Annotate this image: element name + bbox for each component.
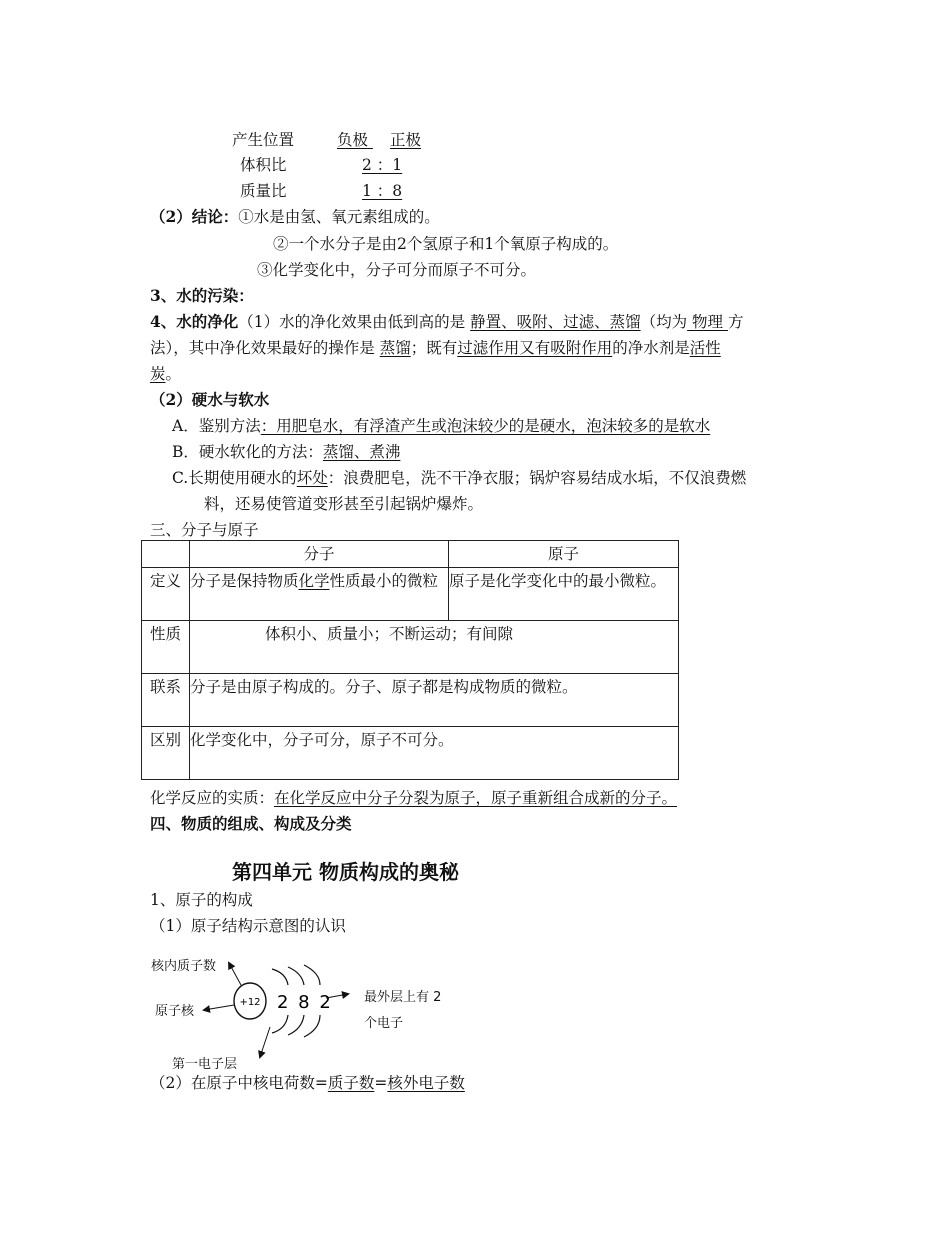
text: （1）水的净化效果由低到高的是 [238, 313, 471, 331]
activated-carbon-b: 炭 [150, 365, 166, 383]
text: 法），其中净化效果最好的操作是 [150, 339, 380, 357]
purification-type: 物理 [687, 313, 728, 331]
text: ；既有 [410, 339, 458, 357]
row-label-relation: 联系 [142, 674, 190, 727]
text: 。 [165, 365, 182, 383]
row-label-definition: 定义 [142, 568, 190, 621]
label-outer-a: 最外层上有 2 [364, 990, 442, 1005]
conclusion-item-1: ①水是由氢、氧元素组成的。 [238, 208, 440, 226]
hardwater-b [172, 440, 400, 464]
section-4-heading: 四、物质的组成、构成及分类 [150, 814, 352, 833]
section-3-heading: 三、分子与原子 [150, 521, 259, 539]
row-label: 产生位置 [232, 131, 295, 149]
shell-arc-top-1 [272, 969, 288, 985]
shell-arc-bottom-1 [272, 1015, 288, 1033]
text: C.长期使用硬水的 [172, 469, 297, 487]
electron-shells: 2 8 2 [277, 992, 333, 1013]
purification-order: 静置、吸附、过滤、蒸馏 [470, 313, 641, 331]
hardwater-heading: （2）硬水与软水 [150, 390, 270, 409]
arrow-first-shell [260, 1027, 270, 1057]
dual-effect: 过滤作用又有吸附作用 [457, 339, 613, 357]
row-value-volume: 2 ：1 [362, 156, 403, 174]
pollution-heading: 3、水的污染： [150, 286, 254, 305]
table-row [142, 674, 679, 727]
text: （均为 [640, 313, 688, 331]
electron-number: 核外电子数 [387, 1074, 465, 1092]
row-value-positive: 正极 [389, 131, 421, 149]
table-header-row [142, 541, 679, 568]
reaction-essence [150, 786, 677, 810]
activated-carbon-a: 活性 [689, 339, 721, 357]
conclusion-item-2: ②一个水分子是由2个氢原子和1个氧原子构成的。 [273, 235, 619, 253]
row-label-property: 性质 [142, 621, 190, 674]
purification-line-2 [150, 336, 721, 360]
row-value-mass: 1 ：8 [362, 182, 403, 200]
conclusion-line-1 [150, 205, 440, 229]
shell-arc-top-3 [304, 965, 320, 985]
identify-method: ：用肥皂水，有浮渣产生或泡沫较少的是硬水，泡沫较多的是软水 [260, 417, 711, 435]
electrolysis-row-mass [240, 179, 403, 203]
electrolysis-row-volume [240, 153, 403, 177]
arrow-nucleus [204, 1005, 234, 1010]
electrolysis-row-position [232, 128, 421, 152]
property-shared: 体积小、质量小；不断运动；有间隙 [190, 621, 679, 674]
col-atom: 原子 [449, 541, 679, 568]
label-outer-b: 个电子 [364, 1016, 404, 1031]
relation-shared: 分子是由原子构成的。分子、原子都是构成物质的微粒。 [190, 674, 679, 727]
text: （2）在原子中核电荷数= [150, 1074, 328, 1092]
text: 性质最小的微粒 [329, 572, 439, 590]
row-label: 质量比 [240, 182, 287, 200]
label-nucleus: 原子核 [155, 1004, 195, 1019]
hardwater-c-line-1 [172, 466, 746, 490]
atom-heading-2: （1）原子结构示意图的认识 [150, 917, 346, 935]
text: ：浪费肥皂，洗不干净衣服；锅炉容易结成水垢，不仅浪费燃 [327, 469, 747, 487]
text: B．硬水软化的方法： [172, 443, 323, 461]
harm-label: 坏处 [296, 469, 328, 487]
shell-arc-top-2 [288, 967, 304, 985]
shell-arc-bottom-2 [288, 1015, 304, 1035]
hardwater-a [172, 414, 710, 438]
row-value-negative: 负极 [336, 131, 368, 149]
row-label: 体积比 [240, 156, 287, 174]
text: 分子是保持物质 [190, 572, 299, 590]
text: 方 [727, 313, 744, 331]
purification-heading: 4、水的净化 [150, 312, 239, 331]
atom-heading-1: 1、原子的构成 [150, 891, 253, 909]
conclusion-label: （2）结论： [150, 207, 239, 226]
table-row [142, 727, 679, 780]
underline-gap [368, 128, 390, 152]
table-row [142, 621, 679, 674]
col-molecule: 分子 [190, 541, 449, 568]
atom-charge-relation [150, 1071, 465, 1095]
proton-number: 质子数 [327, 1074, 375, 1092]
reaction-essence-value: 在化学反应中分子分裂为原子，原子重新组合成新的分子。 [274, 789, 678, 807]
text: 化学反应的实质： [150, 789, 275, 807]
shell-arc-bottom-3 [304, 1015, 320, 1037]
chemical: 化学 [298, 572, 330, 590]
unit-4-title: 第四单元 物质构成的奥秘 [232, 860, 459, 884]
arrow-protons [229, 963, 241, 985]
difference-shared: 化学变化中，分子可分，原子不可分。 [190, 727, 679, 780]
definition-atom: 原子是化学变化中的最小微粒。 [449, 568, 679, 621]
hardwater-c-line-2: 料，还易使管道变形甚至引起锅炉爆炸。 [204, 495, 484, 513]
label-first-shell: 第一电子层 [172, 1057, 238, 1072]
purification-line-1 [150, 310, 744, 334]
conclusion-item-3: ③化学变化中，分子可分而原子不可分。 [257, 261, 537, 279]
definition-molecule [190, 568, 449, 621]
text: 的净水剂是 [612, 339, 690, 357]
table-corner [142, 541, 190, 568]
molecule-atom-table [141, 540, 679, 780]
row-label-difference: 区别 [142, 727, 190, 780]
label-protons: 核内质子数 [151, 959, 217, 974]
softening-method: 蒸馏、煮沸 [322, 443, 401, 461]
best-method: 蒸馏 [379, 339, 411, 357]
text: = [374, 1074, 388, 1092]
nucleus-charge: +12 [239, 997, 261, 1008]
text: A．鉴别方法 [172, 417, 261, 435]
table-row [142, 568, 679, 621]
purification-line-3 [150, 362, 181, 386]
